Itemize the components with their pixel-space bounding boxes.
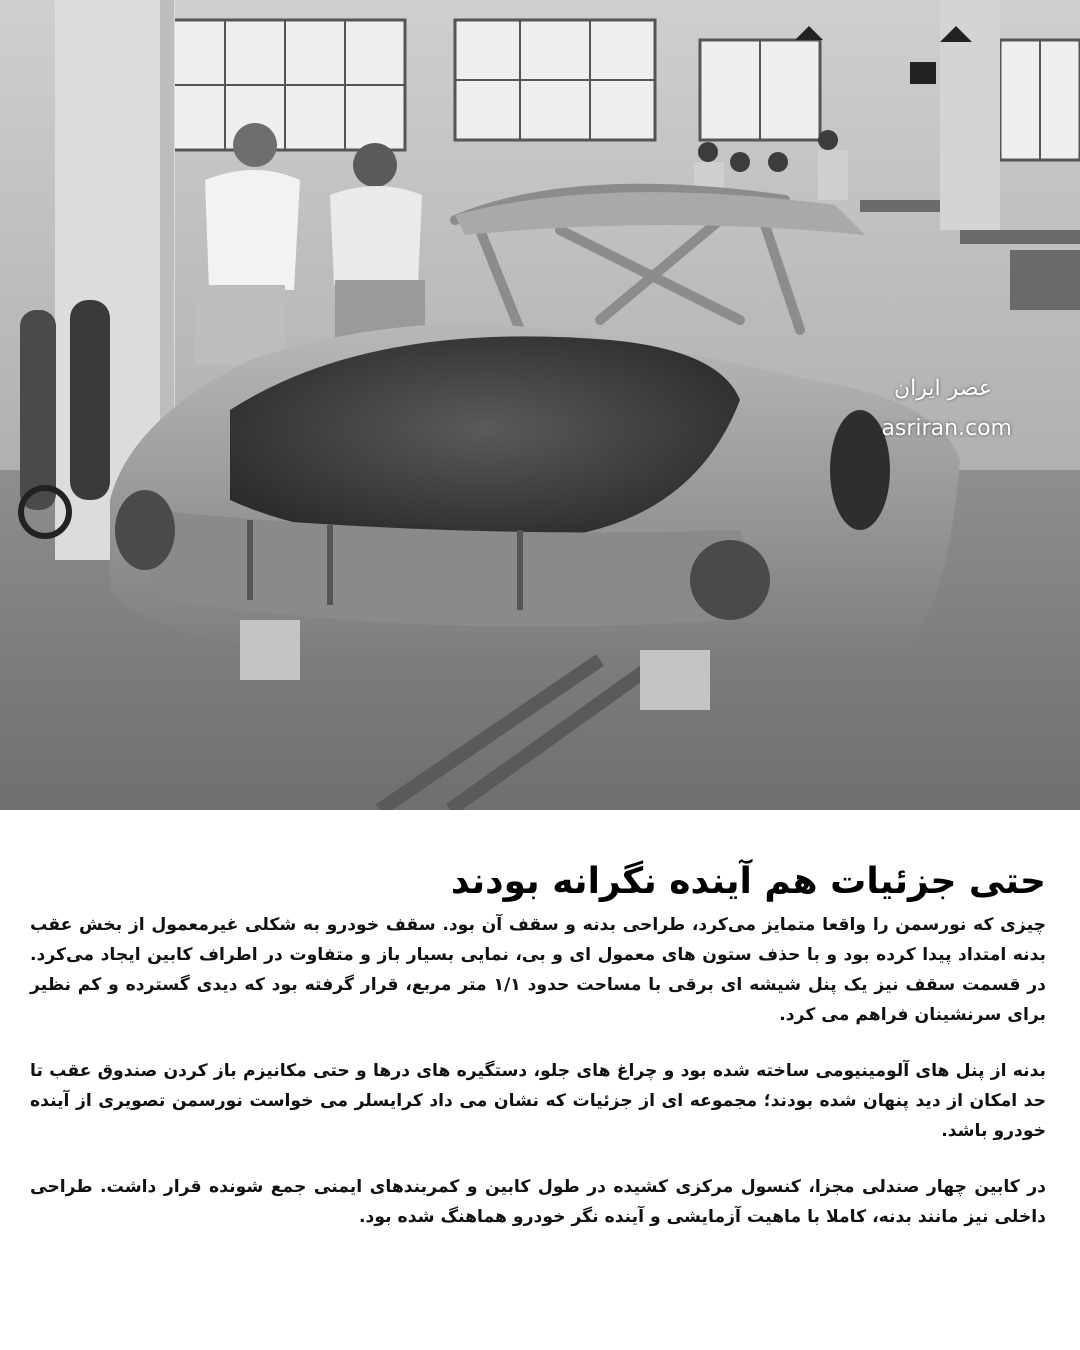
article-paragraph-2: بدنه از پنل های آلومینیومی ساخته شده بود و چراغ های جلو، دستگیره های درها و حتی مکانیزم باز کردن صندوق عقب تا حد امکان از دید پنهان شده بودند؛ مجموعه ای از جزئیات که نشان می داد کرایسلر می خواست نورسمن تصویری از آینده خودرو باشد. <box>30 1061 1046 1141</box>
article-paragraph-3: در کابین چهار صندلی مجزا، کنسول مرکزی کشیده در طول کابین و کمربندهای ایمنی جمع شونده قرار داشت. طراحی داخلی نیز مانند بدنه، کاملا با ماهیت آزمایشی و آینده نگر خودرو هماهنگ شده بود. <box>30 1177 1046 1227</box>
article <box>30 860 1046 1232</box>
watermark-site: asriran.com <box>881 416 1012 441</box>
watermark-persian: عصر ایران <box>894 376 992 401</box>
article-headline: حتی جزئیات هم آینده نگرانه بودند <box>450 861 1046 902</box>
article-paragraph-1: چیزی که نورسمن را واقعا متمایز می‌کرد، طراحی بدنه و سقف آن بود. سقف خودرو به شکلی غیرمعمول از بخش عقب بدنه امتداد پیدا کرده بود و با حذف ستون های معمول ای و بی، نمایی بسیار باز و متفاوت در اطراف کابین ایجاد می‌کرد. در قسمت سقف نیز یک پنل شیشه ای برقی با مساحت حدود ۱/۱ متر مربع، قرار گرفته بود که دیدی گسترده و کم نظیر برای سرنشینان فراهم می کرد. <box>30 915 1047 1025</box>
